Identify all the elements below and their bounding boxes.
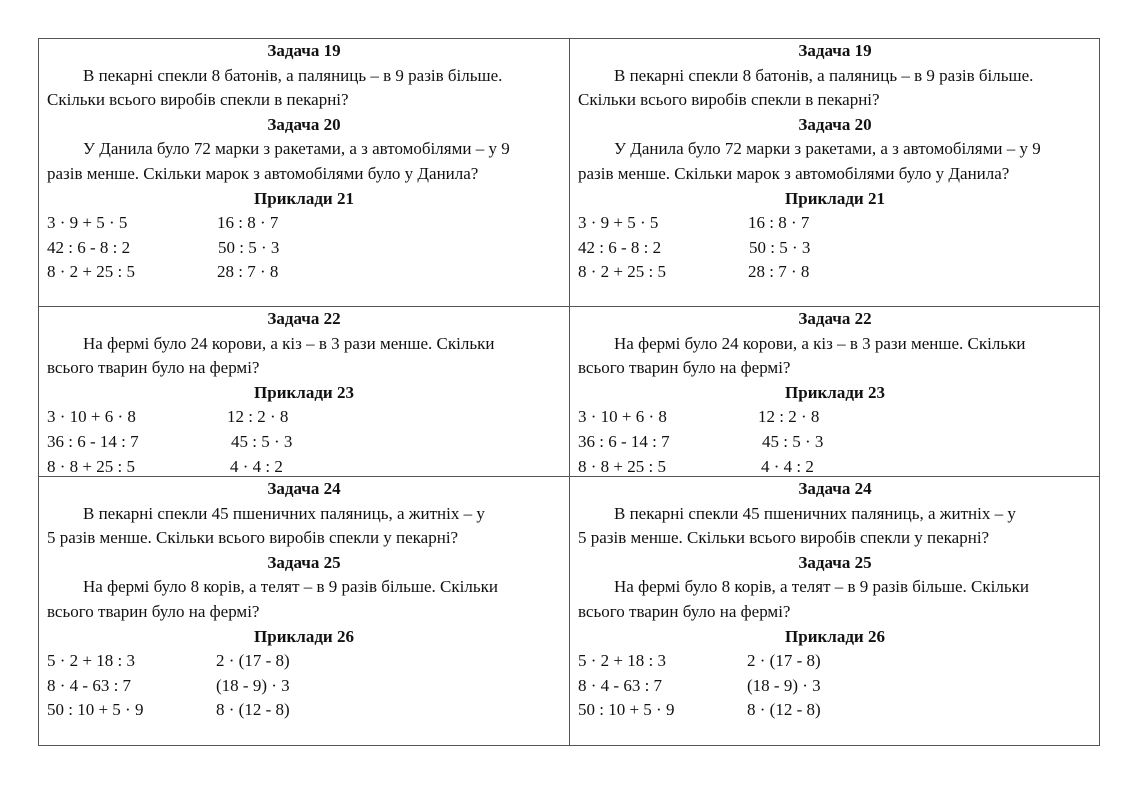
- example-row: [47, 674, 561, 699]
- card-block3-right: [570, 477, 1100, 723]
- task-text: На фермі було 8 корів, а телят – в 9 разів більше. Скільки: [614, 577, 1029, 597]
- example-row: [578, 698, 1092, 723]
- task-title: Задача 25: [798, 552, 872, 572]
- task-text: Скільки всього виробів спекли в пекарні?: [578, 90, 880, 110]
- task-title: Задача 25: [267, 552, 341, 572]
- task-text: всього тварин було на фермі?: [47, 358, 260, 378]
- task-text: У Данила було 72 марки з ракетами, а з автомобілями – у 9: [614, 139, 1041, 159]
- task-text: 5 разів менше. Скільки всього виробів спекли у пекарні?: [47, 528, 459, 548]
- worksheet-grid: [38, 38, 1100, 746]
- example: 50 : 10 + 5 · 9: [47, 700, 144, 720]
- example-row: [47, 211, 561, 236]
- task-text: На фермі було 8 корів, а телят – в 9 разів більше. Скільки: [83, 577, 498, 597]
- example: 42 : 6 - 8 : 2: [578, 237, 662, 257]
- example: 3 · 9 + 5 · 5: [47, 213, 128, 233]
- task-text: разів менше. Скільки марок з автомобілями було у Данила?: [47, 163, 479, 183]
- example: 16 : 8 · 7: [748, 213, 810, 233]
- example-row: [578, 674, 1092, 699]
- example: 45 : 5 · 3: [762, 431, 824, 451]
- example: (18 - 9) · 3: [216, 675, 290, 695]
- example: 8 · (12 - 8): [216, 700, 290, 720]
- task-text: 5 разів менше. Скільки всього виробів спекли у пекарні?: [578, 528, 990, 548]
- example-row: [578, 430, 1092, 455]
- example: 3 · 9 + 5 · 5: [578, 213, 659, 233]
- task-text: У Данила було 72 марки з ракетами, а з автомобілями – у 9: [83, 139, 510, 159]
- example: 4 · 4 : 2: [230, 456, 283, 476]
- example: 2 · (17 - 8): [747, 651, 821, 671]
- task-text: В пекарні спекли 45 пшеничних паляниць, а житніх – у: [614, 503, 1016, 523]
- example-row: [578, 211, 1092, 236]
- task-text: всього тварин було на фермі?: [47, 601, 260, 621]
- card-block3-left: [39, 477, 569, 723]
- example: 8 · 4 - 63 : 7: [578, 675, 663, 695]
- example-row: [47, 405, 561, 430]
- example: (18 - 9) · 3: [747, 675, 821, 695]
- task-text: В пекарні спекли 8 батонів, а паляниць – в 9 разів більше.: [614, 65, 1034, 85]
- example: 8 · 8 + 25 : 5: [578, 456, 666, 476]
- example-row: [578, 405, 1092, 430]
- example: 3 · 10 + 6 · 8: [47, 407, 136, 427]
- examples-title: Приклади 26: [785, 626, 885, 646]
- example: 5 · 2 + 18 : 3: [578, 651, 666, 671]
- example: 28 : 7 · 8: [217, 262, 279, 282]
- example: 4 · 4 : 2: [761, 456, 814, 476]
- example-row: [47, 236, 561, 261]
- task-text: В пекарні спекли 8 батонів, а паляниць – в 9 разів більше.: [83, 65, 503, 85]
- example-row: [47, 455, 561, 480]
- example: 50 : 5 · 3: [749, 237, 811, 257]
- examples-title: Приклади 23: [254, 382, 354, 402]
- example: 45 : 5 · 3: [231, 431, 293, 451]
- task-text: В пекарні спекли 45 пшеничних паляниць, а житніх – у: [83, 503, 485, 523]
- example-row: [47, 698, 561, 723]
- examples-title: Приклади 26: [254, 626, 354, 646]
- example: 50 : 10 + 5 · 9: [578, 700, 675, 720]
- task-text: Скільки всього виробів спекли в пекарні?: [47, 90, 349, 110]
- example: 5 · 2 + 18 : 3: [47, 651, 135, 671]
- task-text: всього тварин було на фермі?: [578, 358, 791, 378]
- example: 16 : 8 · 7: [217, 213, 279, 233]
- examples-title: Приклади 21: [254, 188, 354, 208]
- task-title: Задача 22: [798, 309, 872, 328]
- task-text: На фермі було 24 корови, а кіз – в 3 рази менше. Скільки: [83, 333, 495, 353]
- task-title: Задача 19: [798, 41, 872, 60]
- example: 42 : 6 - 8 : 2: [47, 237, 131, 257]
- example: 8 · 2 + 25 : 5: [578, 262, 666, 282]
- task-title: Задача 24: [798, 479, 872, 498]
- card-block2-left: [39, 307, 569, 479]
- example-row: [47, 430, 561, 455]
- example-row: [578, 236, 1092, 261]
- example: 50 : 5 · 3: [218, 237, 280, 257]
- example: 8 · 8 + 25 : 5: [47, 456, 135, 476]
- task-text: разів менше. Скільки марок з автомобілями було у Данила?: [578, 163, 1010, 183]
- example: 2 · (17 - 8): [216, 651, 290, 671]
- example: 12 : 2 · 8: [758, 407, 820, 427]
- task-title: Задача 20: [267, 114, 341, 134]
- example: 36 : 6 - 14 : 7: [47, 431, 139, 451]
- example: 36 : 6 - 14 : 7: [578, 431, 670, 451]
- example: 3 · 10 + 6 · 8: [578, 407, 667, 427]
- task-title: Задача 24: [267, 479, 341, 498]
- examples-title: Приклади 23: [785, 382, 885, 402]
- example: 28 : 7 · 8: [748, 262, 810, 282]
- task-title: Задача 20: [798, 114, 872, 134]
- example: 8 · 2 + 25 : 5: [47, 262, 135, 282]
- example: 8 · 4 - 63 : 7: [47, 675, 132, 695]
- example: 12 : 2 · 8: [227, 407, 289, 427]
- task-text: На фермі було 24 корови, а кіз – в 3 рази менше. Скільки: [614, 333, 1026, 353]
- examples-title: Приклади 21: [785, 188, 885, 208]
- card-block2-right: [570, 307, 1100, 479]
- example-row: [47, 260, 561, 285]
- example-row: [578, 455, 1092, 480]
- example: 8 · (12 - 8): [747, 700, 821, 720]
- card-block1-left: [39, 39, 569, 285]
- example-row: [47, 649, 561, 674]
- example-row: [578, 649, 1092, 674]
- card-block1-right: [570, 39, 1100, 285]
- task-title: Задача 19: [267, 41, 341, 60]
- task-title: Задача 22: [267, 309, 341, 328]
- task-text: всього тварин було на фермі?: [578, 601, 791, 621]
- example-row: [578, 260, 1092, 285]
